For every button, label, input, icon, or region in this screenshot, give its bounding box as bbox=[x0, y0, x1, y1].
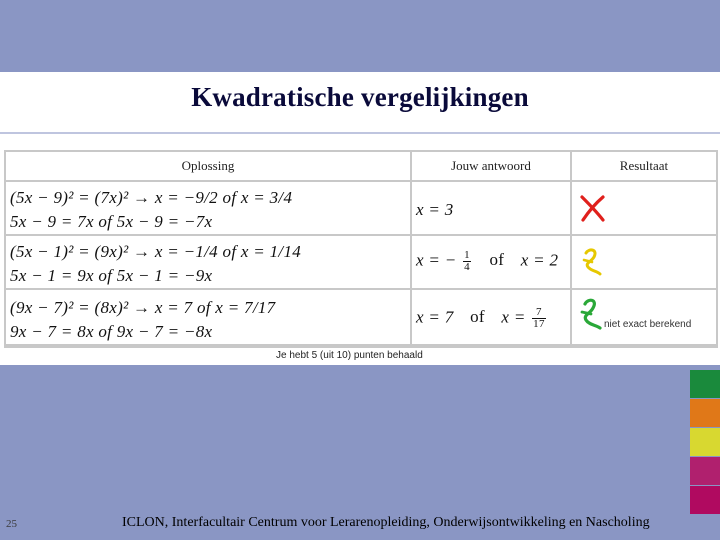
row-2-answer-prefix: x = − bbox=[416, 250, 457, 270]
row-2-answer-denominator: 4 bbox=[464, 261, 470, 273]
row-3-answer-fraction bbox=[532, 307, 546, 330]
yellow-square bbox=[690, 428, 720, 456]
row-2-answer-suffix: x = 2 bbox=[520, 250, 559, 270]
row-3-solution-line-1: (9x − 7)² = (8x)² → x = 7 of x = 7/17 bbox=[10, 298, 276, 317]
green-square bbox=[690, 370, 720, 398]
top-band bbox=[0, 0, 720, 72]
title-divider bbox=[0, 132, 720, 134]
yellow-half-check-icon bbox=[580, 246, 606, 278]
row-1-solution-line-1: (5x − 9)² = (7x)² → x = −9/2 of x = 3/4 bbox=[10, 188, 293, 207]
row-2-solution-line-1: (5x − 1)² = (9x)² → x = −1/4 of x = 1/14 bbox=[10, 242, 302, 261]
row-3-answer-numerator: 7 bbox=[532, 307, 546, 319]
magenta-square bbox=[690, 457, 720, 485]
row-2-answer-fraction bbox=[463, 250, 471, 273]
slide-title: Kwadratische vergelijkingen bbox=[191, 82, 529, 112]
row-3-solution-line-2: 9x − 7 = 8x of 9x − 7 = −8x bbox=[10, 322, 213, 341]
orange-square bbox=[690, 399, 720, 427]
row-3-answer bbox=[416, 307, 548, 330]
header-oplossing: Oplossing bbox=[6, 152, 410, 180]
row-1-solution-line-2: 5x − 9 = 7x of 5x − 9 = −7x bbox=[10, 212, 213, 231]
header-resultaat: Resultaat bbox=[572, 152, 716, 180]
row-3-answer-of: of bbox=[470, 307, 485, 327]
side-color-squares bbox=[690, 370, 720, 515]
header-jouw-antwoord: Jouw antwoord bbox=[412, 152, 570, 180]
row-3-answer-denominator: 17 bbox=[533, 318, 545, 330]
footer-text: ICLON, Interfacultair Centrum voor Lerarenopleiding, Onderwijsontwikkeling en Nascholing bbox=[122, 515, 650, 530]
score-summary: Je hebt 5 (uit 10) punten behaald bbox=[276, 350, 423, 361]
row-2-answer-numerator: 1 bbox=[464, 249, 470, 261]
row-2-solution-line-2: 5x − 1 = 9x of 5x − 1 = −9x bbox=[10, 266, 213, 285]
row-2-answer-of: of bbox=[489, 250, 505, 270]
crimson-square bbox=[690, 486, 720, 514]
red-cross-icon bbox=[578, 193, 608, 223]
row-3-answer-prefix: x = 7 bbox=[416, 307, 454, 327]
row-3-answer-suffix: x = bbox=[501, 307, 526, 327]
page-number: 25 bbox=[6, 518, 17, 530]
row-2-answer bbox=[416, 250, 558, 273]
result-note: niet exact berekend bbox=[604, 319, 692, 330]
row-1-answer: x = 3 bbox=[416, 200, 454, 219]
green-half-check-icon bbox=[578, 296, 606, 332]
